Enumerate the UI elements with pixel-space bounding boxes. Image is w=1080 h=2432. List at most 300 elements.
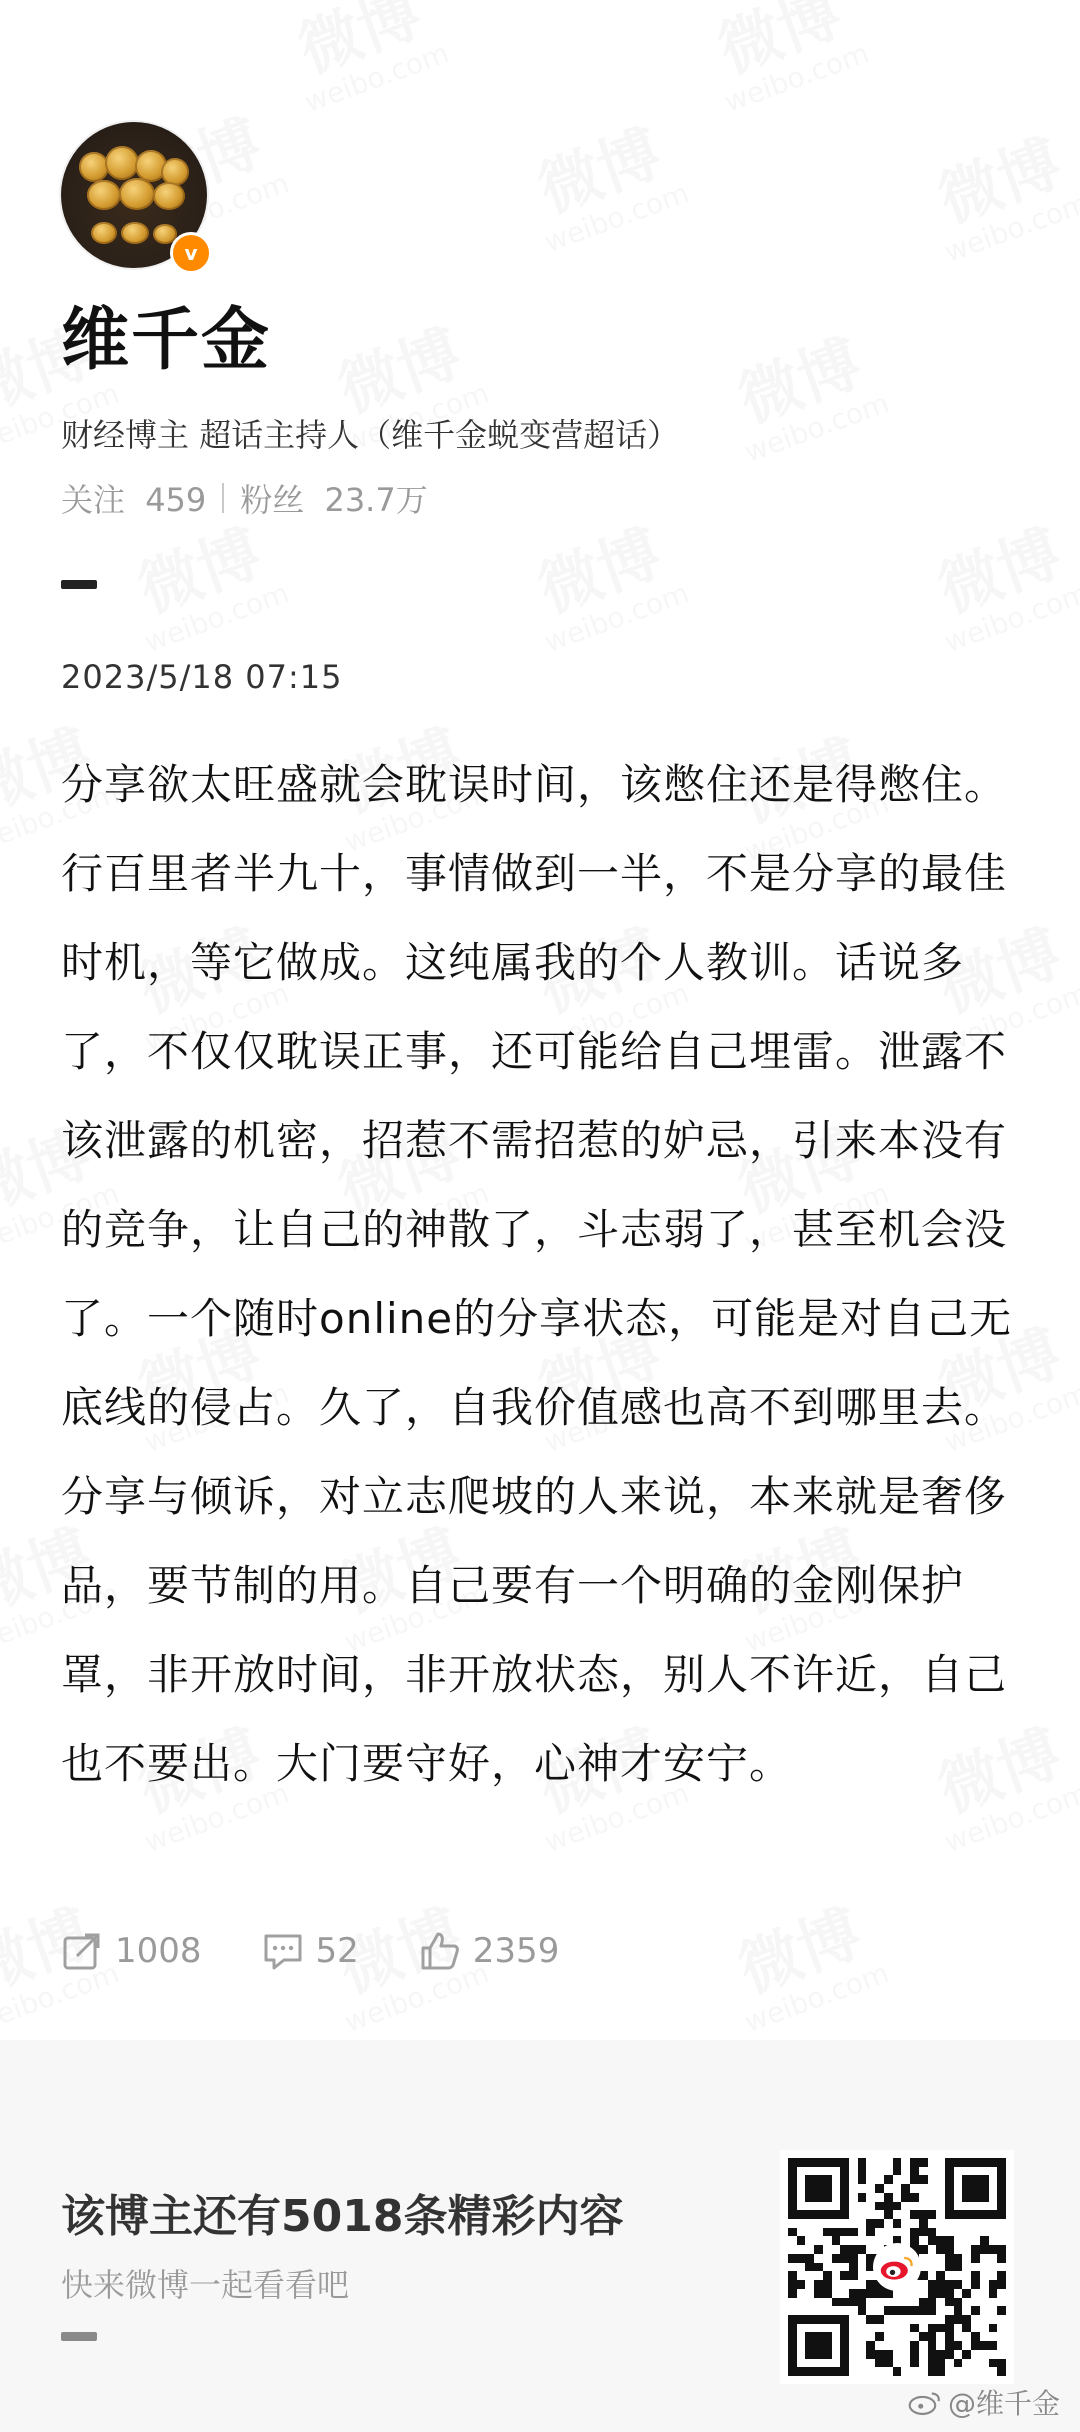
qr-module bbox=[858, 2350, 867, 2359]
qr-module bbox=[840, 2210, 849, 2219]
qr-module bbox=[997, 2324, 1006, 2333]
qr-module bbox=[910, 2167, 919, 2176]
qr-module bbox=[971, 2263, 980, 2272]
qr-module bbox=[858, 2341, 867, 2350]
qr-module bbox=[919, 2228, 928, 2237]
qr-module bbox=[910, 2350, 919, 2359]
following-label: 关注 bbox=[61, 481, 126, 519]
qr-module bbox=[866, 2324, 875, 2333]
qr-module bbox=[980, 2236, 989, 2245]
qr-module bbox=[805, 2228, 814, 2237]
qr-module bbox=[971, 2350, 980, 2359]
qr-module bbox=[840, 2359, 849, 2368]
weibo-watermark bbox=[518, 517, 692, 657]
qr-module bbox=[875, 2202, 884, 2211]
qr-module bbox=[954, 2315, 963, 2324]
qr-module bbox=[858, 2245, 867, 2254]
qr-module bbox=[901, 2228, 910, 2237]
qr-module bbox=[928, 2254, 937, 2263]
qr-module bbox=[814, 2367, 823, 2376]
qr-module bbox=[805, 2158, 814, 2167]
following-stat[interactable] bbox=[61, 475, 206, 521]
qr-module bbox=[928, 2298, 937, 2307]
qr-module bbox=[788, 2219, 797, 2228]
qr-module bbox=[962, 2210, 971, 2219]
qr-module bbox=[893, 2158, 902, 2167]
qr-module bbox=[866, 2236, 875, 2245]
qr-module bbox=[866, 2341, 875, 2350]
qr-module bbox=[849, 2332, 858, 2341]
qr-module bbox=[866, 2175, 875, 2184]
qr-module bbox=[997, 2219, 1006, 2228]
qr-module bbox=[849, 2289, 858, 2298]
qr-module bbox=[919, 2324, 928, 2333]
qr-module bbox=[884, 2175, 893, 2184]
qr-module bbox=[901, 2359, 910, 2368]
coin-image bbox=[91, 222, 117, 244]
qr-module bbox=[814, 2158, 823, 2167]
qr-module bbox=[884, 2219, 893, 2228]
qr-module bbox=[875, 2359, 884, 2368]
qr-module bbox=[875, 2175, 884, 2184]
qr-module bbox=[962, 2324, 971, 2333]
qr-module bbox=[788, 2228, 797, 2237]
qr-module bbox=[997, 2167, 1006, 2176]
repost-icon bbox=[61, 1930, 103, 1972]
like-count: 2359 bbox=[472, 1931, 560, 1971]
qr-module bbox=[823, 2245, 832, 2254]
stat-divider bbox=[222, 483, 224, 513]
qr-module bbox=[936, 2184, 945, 2193]
qr-module bbox=[797, 2167, 806, 2176]
qr-module bbox=[840, 2193, 849, 2202]
qr-module bbox=[840, 2324, 849, 2333]
qr-module bbox=[814, 2341, 823, 2350]
qr-module bbox=[980, 2341, 989, 2350]
qr-module bbox=[928, 2236, 937, 2245]
qr-module bbox=[928, 2210, 937, 2219]
qr-module bbox=[849, 2219, 858, 2228]
qr-module bbox=[823, 2271, 832, 2280]
qr-module bbox=[971, 2193, 980, 2202]
qr-module bbox=[893, 2210, 902, 2219]
qr-module bbox=[814, 2280, 823, 2289]
qr-module bbox=[788, 2254, 797, 2263]
qr-module bbox=[971, 2315, 980, 2324]
qr-module bbox=[945, 2193, 954, 2202]
qr-module bbox=[989, 2367, 998, 2376]
qr-module bbox=[945, 2324, 954, 2333]
qr-module bbox=[945, 2184, 954, 2193]
qr-module bbox=[832, 2332, 841, 2341]
qr-module bbox=[919, 2245, 928, 2254]
qr-module bbox=[805, 2167, 814, 2176]
qr-module bbox=[840, 2184, 849, 2193]
qr-module bbox=[814, 2306, 823, 2315]
qr-module bbox=[884, 2228, 893, 2237]
coin-image bbox=[87, 180, 121, 210]
qr-module bbox=[919, 2236, 928, 2245]
qr-module bbox=[962, 2306, 971, 2315]
weibo-logo-icon bbox=[873, 2243, 921, 2291]
qr-module bbox=[928, 2202, 937, 2211]
qr-module bbox=[989, 2315, 998, 2324]
like-button[interactable] bbox=[419, 1930, 560, 1972]
qr-module bbox=[954, 2298, 963, 2307]
qr-module bbox=[866, 2219, 875, 2228]
qr-module bbox=[875, 2210, 884, 2219]
qr-module bbox=[954, 2332, 963, 2341]
qr-module bbox=[788, 2202, 797, 2211]
qr-module bbox=[962, 2298, 971, 2307]
qr-module bbox=[788, 2236, 797, 2245]
qr-module bbox=[989, 2280, 998, 2289]
post-text: 分享欲太旺盛就会耽误时间，该憋住还是得憋住。行百里者半九十，事情做到一半，不是分享的最佳时机，等它做成。这纯属我的个人教训。话说多了，不仅仅耽误正事，还可能给自己埋雷。泄露不该泄露的机密，招惹不需招惹的妒忌，引来本没有的竞争，让自己的神散了，斗志弱了，甚至机会没了。一个随时online的分享状态，可能是对自己无底线的侵占。久了，自我价值感也高不到哪里去。分享与倾诉，对立志爬坡的人来说，本来就是奢侈品，要节制的用。自己要有一个明确的金刚保护罩，非开放时间，非开放状态，别人不许近，自己也不要出。大门要守好，心神才安宁。 bbox=[61, 760, 1013, 1788]
qr-module bbox=[997, 2280, 1006, 2289]
qr-module bbox=[832, 2367, 841, 2376]
post-timestamp: 2023/5/18 07:15 bbox=[61, 658, 343, 696]
coin-image bbox=[121, 222, 149, 244]
qr-module bbox=[805, 2324, 814, 2333]
qr-module bbox=[814, 2219, 823, 2228]
qr-module bbox=[928, 2228, 937, 2237]
qr-module bbox=[910, 2158, 919, 2167]
qr-module bbox=[893, 2350, 902, 2359]
qr-module bbox=[797, 2193, 806, 2202]
verified-v-icon: v bbox=[170, 232, 212, 274]
qr-module bbox=[962, 2184, 971, 2193]
qr-module bbox=[849, 2315, 858, 2324]
qr-module bbox=[936, 2280, 945, 2289]
qr-module bbox=[866, 2167, 875, 2176]
qr-module bbox=[823, 2158, 832, 2167]
qr-module bbox=[805, 2367, 814, 2376]
qr-module bbox=[989, 2350, 998, 2359]
qr-module bbox=[962, 2175, 971, 2184]
qr-module bbox=[840, 2245, 849, 2254]
qr-module bbox=[858, 2193, 867, 2202]
qr-module bbox=[928, 2306, 937, 2315]
qr-module bbox=[805, 2245, 814, 2254]
qr-module bbox=[936, 2263, 945, 2272]
qr-module bbox=[840, 2236, 849, 2245]
footer-credit bbox=[908, 2382, 1060, 2422]
qr-module bbox=[997, 2210, 1006, 2219]
qr-module bbox=[989, 2236, 998, 2245]
qr-module bbox=[989, 2167, 998, 2176]
qr-module bbox=[893, 2367, 902, 2376]
qr-module bbox=[997, 2359, 1006, 2368]
qr-module bbox=[980, 2271, 989, 2280]
qr-module bbox=[814, 2289, 823, 2298]
qr-module bbox=[919, 2359, 928, 2368]
qr-module bbox=[980, 2254, 989, 2263]
qr-module bbox=[997, 2228, 1006, 2237]
qr-module bbox=[858, 2289, 867, 2298]
qr-module bbox=[919, 2289, 928, 2298]
qr-module bbox=[823, 2193, 832, 2202]
qr-module bbox=[823, 2350, 832, 2359]
qr-module bbox=[805, 2210, 814, 2219]
qr-module bbox=[849, 2367, 858, 2376]
profile-stats bbox=[61, 475, 428, 521]
qr-module bbox=[823, 2228, 832, 2237]
qr-module bbox=[840, 2202, 849, 2211]
qr-module bbox=[893, 2193, 902, 2202]
qr-module bbox=[805, 2306, 814, 2315]
qr-module bbox=[901, 2341, 910, 2350]
qr-module bbox=[928, 2367, 937, 2376]
qr-module bbox=[858, 2298, 867, 2307]
qr-module bbox=[954, 2193, 963, 2202]
qr-module bbox=[884, 2193, 893, 2202]
qr-module bbox=[989, 2254, 998, 2263]
qr-module bbox=[858, 2228, 867, 2237]
qr-code[interactable] bbox=[780, 2150, 1014, 2384]
qr-module bbox=[858, 2202, 867, 2211]
qr-module bbox=[971, 2254, 980, 2263]
qr-module bbox=[936, 2306, 945, 2315]
qr-module bbox=[788, 2341, 797, 2350]
qr-module bbox=[875, 2228, 884, 2237]
qr-module bbox=[814, 2332, 823, 2341]
qr-module bbox=[928, 2193, 937, 2202]
qr-module bbox=[823, 2298, 832, 2307]
qr-module bbox=[797, 2315, 806, 2324]
qr-module bbox=[971, 2359, 980, 2368]
qr-module bbox=[936, 2315, 945, 2324]
qr-module bbox=[945, 2245, 954, 2254]
qr-module bbox=[797, 2271, 806, 2280]
qr-module bbox=[840, 2350, 849, 2359]
qr-module bbox=[814, 2228, 823, 2237]
qr-module bbox=[866, 2289, 875, 2298]
qr-module bbox=[962, 2271, 971, 2280]
qr-module bbox=[849, 2245, 858, 2254]
qr-module bbox=[936, 2359, 945, 2368]
qr-module bbox=[823, 2254, 832, 2263]
qr-module bbox=[910, 2306, 919, 2315]
qr-module bbox=[875, 2219, 884, 2228]
qr-module bbox=[849, 2210, 858, 2219]
qr-module bbox=[936, 2298, 945, 2307]
qr-module bbox=[962, 2359, 971, 2368]
qr-module bbox=[989, 2359, 998, 2368]
qr-module bbox=[814, 2236, 823, 2245]
qr-module bbox=[823, 2175, 832, 2184]
followers-stat[interactable] bbox=[240, 475, 427, 521]
qr-module bbox=[962, 2341, 971, 2350]
footer-credit-text: @维千金 bbox=[947, 2387, 1060, 2420]
qr-module bbox=[823, 2236, 832, 2245]
qr-module bbox=[823, 2306, 832, 2315]
qr-module bbox=[997, 2236, 1006, 2245]
qr-module bbox=[980, 2324, 989, 2333]
qr-module bbox=[962, 2350, 971, 2359]
qr-module bbox=[840, 2367, 849, 2376]
qr-module bbox=[797, 2359, 806, 2368]
qr-module bbox=[980, 2158, 989, 2167]
coin-image bbox=[153, 182, 185, 210]
qr-module bbox=[919, 2158, 928, 2167]
qr-module bbox=[849, 2280, 858, 2289]
qr-module bbox=[997, 2350, 1006, 2359]
qr-module bbox=[962, 2167, 971, 2176]
qr-module bbox=[910, 2315, 919, 2324]
qr-module bbox=[997, 2332, 1006, 2341]
qr-module bbox=[814, 2263, 823, 2272]
qr-module bbox=[997, 2245, 1006, 2254]
qr-module bbox=[989, 2306, 998, 2315]
weibo-watermark bbox=[118, 517, 292, 657]
qr-module bbox=[797, 2158, 806, 2167]
qr-module bbox=[997, 2263, 1006, 2272]
qr-module bbox=[989, 2332, 998, 2341]
qr-module bbox=[945, 2359, 954, 2368]
qr-module bbox=[980, 2184, 989, 2193]
qr-module bbox=[901, 2210, 910, 2219]
qr-module bbox=[971, 2298, 980, 2307]
qr-module bbox=[858, 2271, 867, 2280]
qr-module bbox=[823, 2315, 832, 2324]
weibo-watermark bbox=[278, 0, 452, 117]
qr-module bbox=[893, 2298, 902, 2307]
qr-module bbox=[893, 2332, 902, 2341]
qr-module bbox=[805, 2271, 814, 2280]
weibo-watermark bbox=[918, 517, 1080, 657]
qr-module bbox=[797, 2202, 806, 2211]
qr-module bbox=[928, 2280, 937, 2289]
qr-module bbox=[980, 2210, 989, 2219]
qr-module bbox=[971, 2332, 980, 2341]
qr-module bbox=[858, 2332, 867, 2341]
qr-module bbox=[928, 2341, 937, 2350]
qr-module bbox=[805, 2315, 814, 2324]
qr-module bbox=[866, 2158, 875, 2167]
qr-module bbox=[823, 2263, 832, 2272]
weibo-watermark bbox=[918, 127, 1080, 267]
qr-module bbox=[866, 2332, 875, 2341]
qr-module bbox=[805, 2175, 814, 2184]
qr-module bbox=[832, 2245, 841, 2254]
qr-module bbox=[910, 2184, 919, 2193]
qr-module bbox=[832, 2271, 841, 2280]
qr-module bbox=[832, 2158, 841, 2167]
qr-module bbox=[840, 2298, 849, 2307]
qr-module bbox=[866, 2202, 875, 2211]
qr-module bbox=[797, 2245, 806, 2254]
qr-module bbox=[954, 2167, 963, 2176]
qr-module bbox=[849, 2359, 858, 2368]
qr-module bbox=[866, 2350, 875, 2359]
qr-module bbox=[840, 2280, 849, 2289]
qr-module bbox=[797, 2306, 806, 2315]
qr-module bbox=[840, 2315, 849, 2324]
qr-module bbox=[936, 2236, 945, 2245]
qr-module bbox=[945, 2280, 954, 2289]
qr-module bbox=[858, 2158, 867, 2167]
qr-module bbox=[849, 2167, 858, 2176]
qr-module bbox=[945, 2210, 954, 2219]
followers-count: 23.7万 bbox=[324, 481, 428, 519]
qr-module bbox=[797, 2228, 806, 2237]
qr-module bbox=[971, 2184, 980, 2193]
qr-module bbox=[814, 2324, 823, 2333]
qr-module bbox=[823, 2219, 832, 2228]
qr-module bbox=[910, 2202, 919, 2211]
qr-module bbox=[797, 2332, 806, 2341]
qr-module bbox=[814, 2359, 823, 2368]
qr-module bbox=[980, 2280, 989, 2289]
qr-module bbox=[814, 2167, 823, 2176]
qr-module bbox=[980, 2202, 989, 2211]
qr-module bbox=[945, 2306, 954, 2315]
qr-module bbox=[832, 2202, 841, 2211]
qr-module bbox=[936, 2193, 945, 2202]
qr-module bbox=[954, 2341, 963, 2350]
qr-module bbox=[805, 2332, 814, 2341]
qr-module bbox=[840, 2341, 849, 2350]
qr-module bbox=[919, 2202, 928, 2211]
qr-module bbox=[849, 2341, 858, 2350]
qr-module bbox=[866, 2367, 875, 2376]
qr-module bbox=[997, 2158, 1006, 2167]
qr-module bbox=[901, 2332, 910, 2341]
qr-module bbox=[866, 2228, 875, 2237]
qr-module bbox=[989, 2324, 998, 2333]
qr-module bbox=[858, 2175, 867, 2184]
qr-module bbox=[954, 2210, 963, 2219]
qr-module bbox=[832, 2324, 841, 2333]
repost-count: 1008 bbox=[115, 1931, 202, 1971]
qr-module bbox=[962, 2254, 971, 2263]
qr-module bbox=[919, 2219, 928, 2228]
repost-button[interactable] bbox=[61, 1930, 202, 1972]
qr-module bbox=[805, 2263, 814, 2272]
qr-module bbox=[962, 2315, 971, 2324]
qr-module bbox=[945, 2315, 954, 2324]
qr-module bbox=[980, 2245, 989, 2254]
qr-module bbox=[928, 2245, 937, 2254]
qr-module bbox=[928, 2332, 937, 2341]
comment-button[interactable] bbox=[262, 1930, 359, 1972]
qr-module bbox=[980, 2167, 989, 2176]
qr-module bbox=[919, 2350, 928, 2359]
qr-module bbox=[971, 2367, 980, 2376]
qr-module bbox=[788, 2332, 797, 2341]
qr-module bbox=[884, 2350, 893, 2359]
qr-module bbox=[797, 2175, 806, 2184]
qr-module bbox=[866, 2210, 875, 2219]
footer-promo bbox=[0, 2040, 1080, 2432]
qr-module bbox=[840, 2263, 849, 2272]
weibo-watermark bbox=[698, 0, 872, 117]
qr-module bbox=[936, 2245, 945, 2254]
qr-module bbox=[858, 2236, 867, 2245]
qr-module bbox=[814, 2202, 823, 2211]
qr-module bbox=[971, 2289, 980, 2298]
qr-module bbox=[805, 2184, 814, 2193]
qr-module bbox=[936, 2289, 945, 2298]
qr-module bbox=[805, 2280, 814, 2289]
qr-module bbox=[858, 2359, 867, 2368]
qr-module bbox=[884, 2341, 893, 2350]
qr-module bbox=[910, 2193, 919, 2202]
qr-module bbox=[945, 2228, 954, 2237]
qr-module bbox=[866, 2306, 875, 2315]
qr-module bbox=[962, 2158, 971, 2167]
qr-module bbox=[928, 2167, 937, 2176]
